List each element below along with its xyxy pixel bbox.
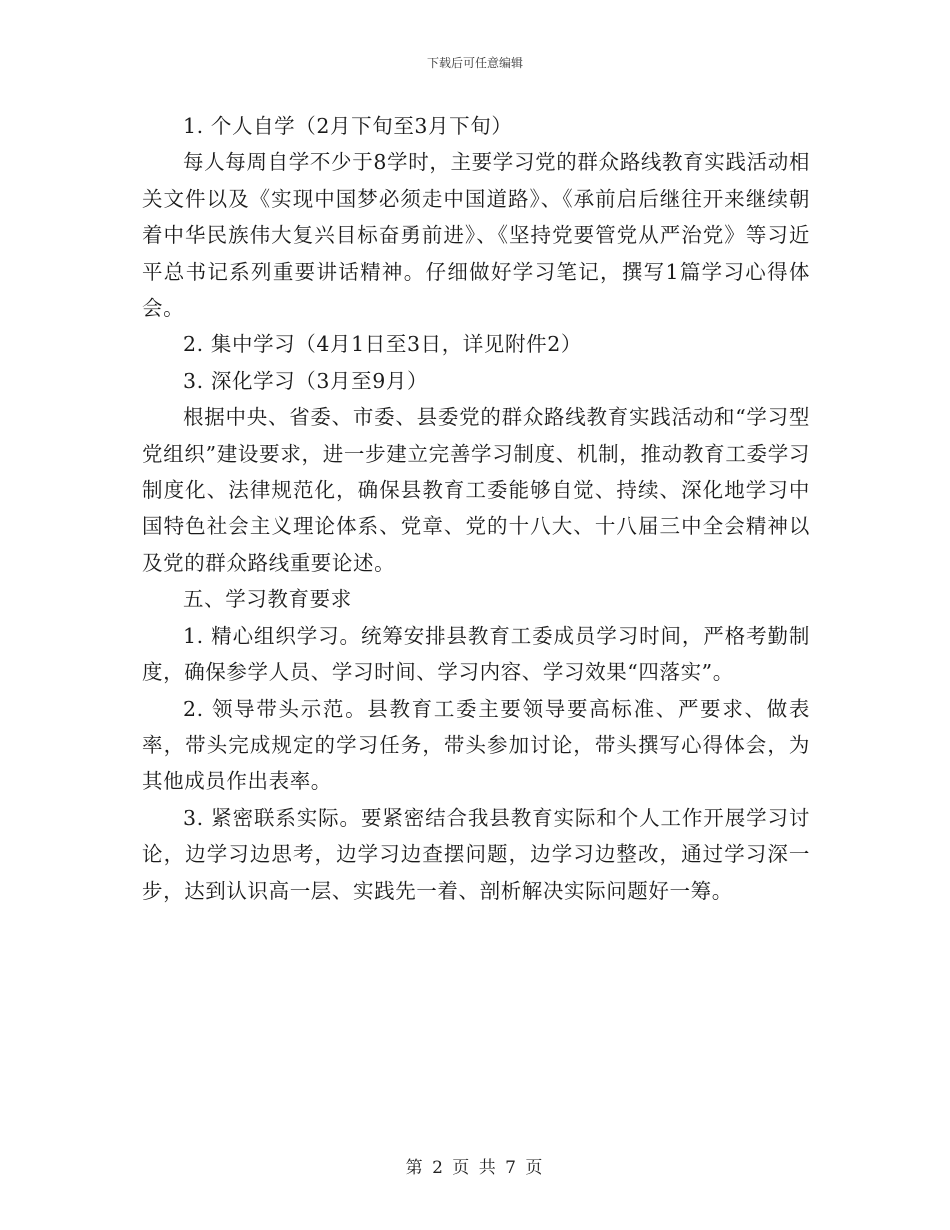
- paragraph-deepen-study-detail: 根据中央、省委、市委、县委党的群众路线教育实践活动和“学习型党组织”建设要求，进一步建立完善学习制度、机制，推动教育工委学习制度化、法律规范化，确保县教育工委能够自觉、持续、深化地学习中国特色社会主义理论体系、党章、党的十八大、十八届三中全会精神以及党的群众路线重要论述。: [142, 405, 810, 575]
- paragraph-self-study-detail: 每人每周自学不少于8学时，主要学习党的群众路线教育实践活动相关文件以及《实现中国梦必须走中国道路》、《承前启后继往开来继续朝着中华民族伟大复兴目标奋勇前进》、《坚持党要管党从严治党》等习近平总书记系列重要讲话精神。仔细做好学习笔记，撰写1篇学习心得体会。: [142, 150, 810, 321]
- header-note: 下载后可任意编辑: [426, 56, 523, 70]
- paragraph-requirement-3: 3. 紧密联系实际。要紧密结合我县教育实际和个人工作开展学习讨论，边学习边思考，边学习边查摆问题，边学习边整改，通过学习深一步，达到认识高一层、实践先一着、剖析解决实际问题好一筹。: [142, 805, 810, 903]
- section-item-self-study: 1. 个人自学（2月下旬至3月下旬）: [183, 114, 513, 138]
- section-item-group-study: 2. 集中学习（4月1日至3日，详见附件2）: [183, 332, 582, 357]
- document-body: [142, 108, 810, 909]
- section-item-deepen-study: 3. 深化学习（3月至9月）: [183, 368, 429, 393]
- paragraph-requirement-2: 2. 领导带头示范。县教育工委主要领导要高标准、严要求、做表率，带头完成规定的学习任务，带头参加讨论，带头撰写心得体会，为其他成员作出表率。: [142, 696, 810, 794]
- page-number: 第 2 页 共 7 页: [405, 1158, 545, 1178]
- section-heading-requirements: 五、学习教育要求: [183, 587, 352, 612]
- paragraph-requirement-1: 1. 精心组织学习。统筹安排县教育工委成员学习时间，严格考勤制度，确保参学人员、学习时间、学习内容、学习效果“四落实”。: [142, 623, 810, 685]
